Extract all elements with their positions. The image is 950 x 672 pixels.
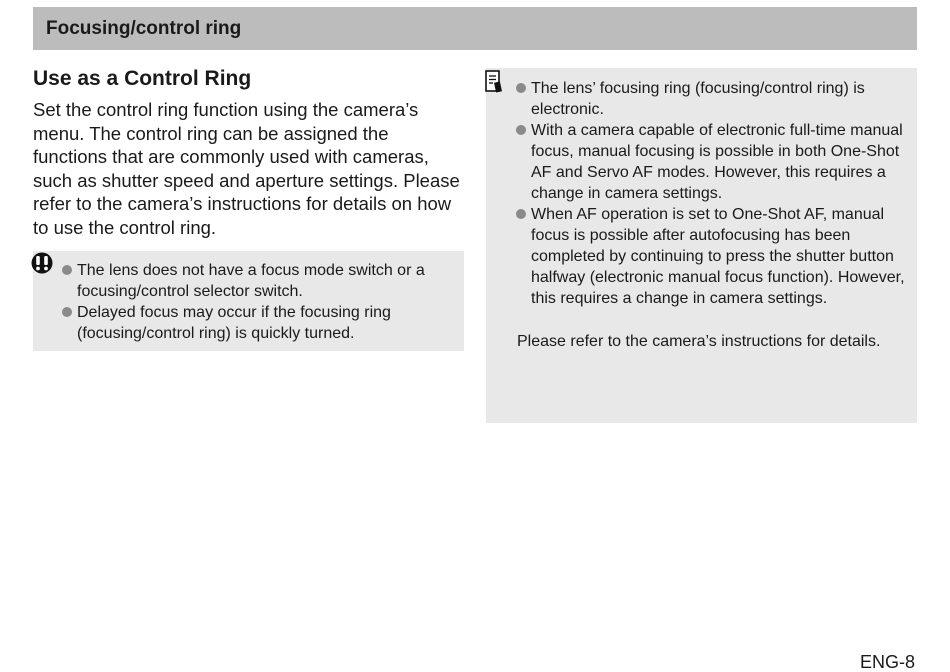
caution-icon — [31, 252, 53, 274]
caution-item: Delayed focus may occur if the focusing ring (focusing/control ring) is quickly turned. — [61, 302, 454, 344]
note-item: When AF operation is set to One-Shot AF, manual focus is possible after autofocusing has been completed by continuing to press the shutter button halfway (electronic manual focus function). However, this requires a change in camera settings. — [515, 204, 905, 309]
section-header-bar — [33, 7, 917, 50]
memo-icon — [485, 70, 505, 94]
note-list — [515, 78, 905, 309]
note-item: The lens’ focusing ring (focusing/control ring) is electronic. — [515, 78, 905, 120]
page-heading: Use as a Control Ring — [33, 67, 252, 90]
caution-item: The lens does not have a focus mode switch or a focusing/control selector switch. — [61, 260, 454, 302]
caution-box — [33, 251, 464, 351]
body-paragraph: Set the control ring function using the camera’s menu. The control ring can be assigned the functions that are commonly used with cameras, such as shutter speed and aperture settings. Please refer to the camera’s instructions for details on how to use the control ring. — [33, 99, 460, 238]
note-footer: Please refer to the camera’s instructions for details. — [517, 333, 881, 350]
section-title: Focusing/control ring — [46, 17, 242, 39]
note-item: With a camera capable of electronic full-time manual focus, manual focusing is possible in both One-Shot AF and Servo AF modes. However, this requires a change in camera settings. — [515, 120, 905, 204]
caution-list — [61, 260, 454, 344]
page-number: ENG-8 — [859, 652, 915, 672]
note-box — [486, 68, 917, 423]
